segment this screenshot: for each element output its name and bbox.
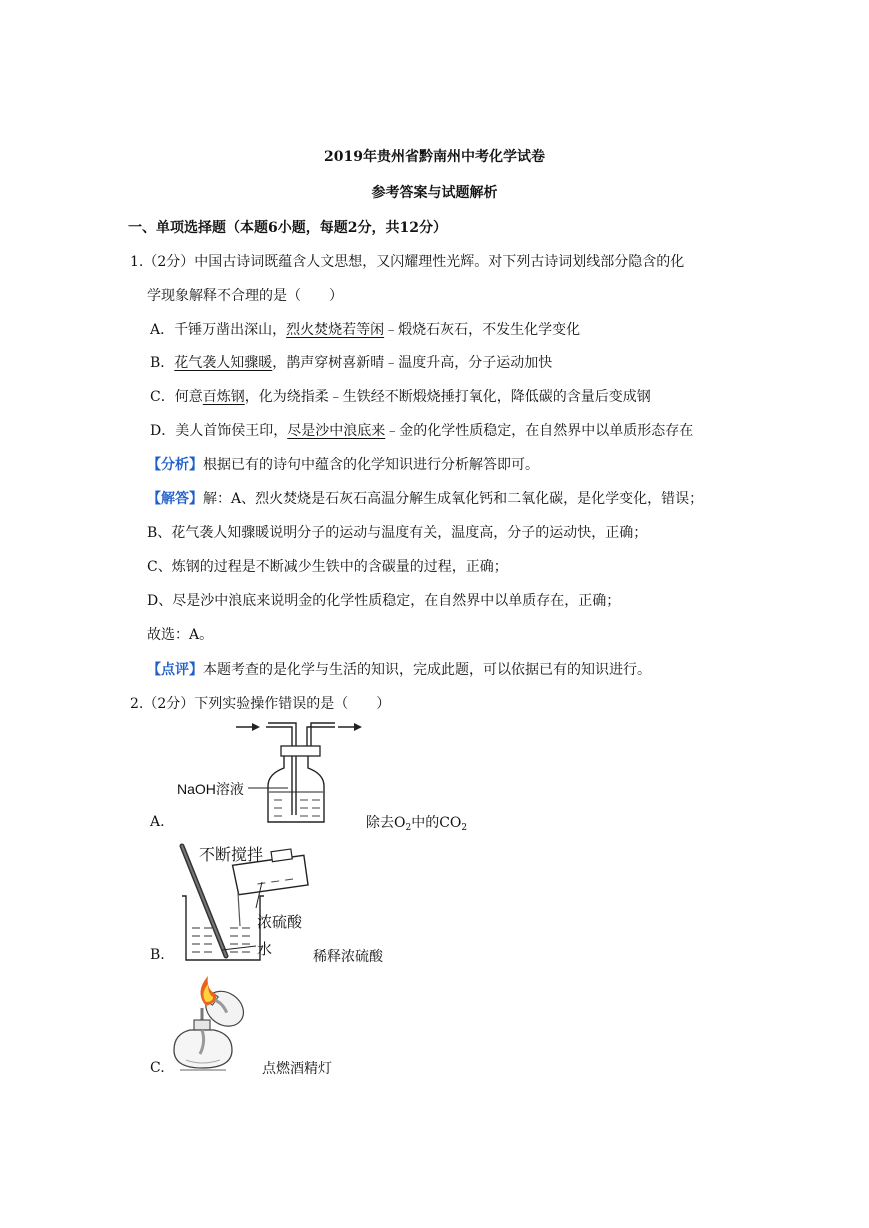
- q1-stem-line2: 学现象解释不合理的是（ ）: [147, 288, 343, 304]
- q1-option-d-pre: D．美人首饰侯王印，: [150, 423, 288, 439]
- q1-option-c-underlined: 百炼钢: [202, 389, 245, 405]
- q1-option-c: [150, 386, 651, 406]
- q1-analysis-text: 根据已有的诗句中蕴含的化学知识进行分析解答即可。: [203, 457, 539, 473]
- q1-option-b-underlined: 花气袭人知骤暖: [174, 355, 273, 371]
- document-title: 2019年贵州省黔南州中考化学试卷: [324, 149, 545, 165]
- q1-option-a: [150, 319, 580, 339]
- alcohol-lamp-figure: [172, 972, 264, 1076]
- q1-option-d: [150, 420, 693, 440]
- q2-option-c-text: 点燃酒精灯: [262, 1061, 332, 1077]
- q1-option-b-pre: B．: [150, 355, 175, 371]
- q1-comment-text: 本题考查的是化学与生活的知识，完成此题，可以依据已有的知识进行。: [203, 662, 651, 678]
- q1-analysis: [147, 454, 539, 474]
- comment-tag: 【点评】: [147, 662, 203, 678]
- water-label: 水: [257, 941, 273, 958]
- q2-option-a-text-pre: 除去O: [366, 815, 406, 831]
- q2-option-a-text: [366, 812, 467, 833]
- q1-option-a-pre: A．千锤万凿出深山，: [150, 322, 287, 338]
- q1-option-a-underlined: 烈火焚烧若等闲: [286, 322, 385, 338]
- naoh-solution-label: NaOH溶液: [177, 781, 244, 797]
- q1-option-a-post: ﹣煅烧石灰石，不发生化学变化: [384, 322, 581, 338]
- q2-option-a-text-sub2: 2: [461, 823, 468, 833]
- q2-option-a-text-mid: 中的CO: [411, 815, 462, 831]
- q2-option-a-text-sub1: 2: [405, 823, 412, 833]
- q2-option-b-text: 稀释浓硫酸: [313, 949, 383, 965]
- q2-stem: 2.（2分）下列实验操作错误的是（ ）: [130, 696, 391, 712]
- q1-comment: [147, 659, 651, 679]
- q1-solution-text: 解：A、烈火焚烧是石灰石高温分解生成氧化钙和二氧化碳，是化学变化，错误；: [203, 491, 704, 507]
- q1-solution: [147, 488, 703, 508]
- q1-solution-d: D、尽是沙中浪底来说明金的化学性质稳定，在自然界中以单质存在，正确；: [147, 593, 621, 609]
- q1-option-b: [150, 352, 552, 372]
- q1-option-d-post: ﹣金的化学性质稳定，在自然界中以单质形态存在: [385, 423, 694, 439]
- section-heading: 一、单项选择题（本题6小题，每题2分，共12分）: [128, 220, 447, 236]
- q1-solution-c: C、炼钢的过程是不断减少生铁中的含碳量的过程，正确；: [147, 559, 508, 575]
- concentrated-acid-label: 浓硫酸: [257, 914, 303, 931]
- q1-option-c-post: ，化为绕指柔﹣生铁经不断煅烧捶打氧化，降低碳的含量后变成钢: [244, 389, 651, 405]
- q1-solution-b: B、花气袭人知骤暖说明分子的运动与温度有关，温度高，分子的运动快，正确；: [147, 525, 648, 541]
- q1-option-d-underlined: 尽是沙中浪底来: [287, 423, 386, 439]
- stir-constantly-label: 不断搅拌: [199, 847, 264, 864]
- q1-choice: 故选：A。: [147, 627, 214, 643]
- q1-option-b-post: ，鹊声穿树喜新晴﹣温度升高，分子运动加快: [272, 355, 553, 371]
- q2-option-b-label: B.: [150, 947, 165, 963]
- solution-tag: 【解答】: [147, 491, 203, 507]
- q1-stem-line1: 1.（2分）中国古诗词既蕴含人文思想，又闪耀理性光辉。对下列古诗词划线部分隐含的化: [130, 254, 685, 270]
- gas-washing-bottle-figure: [170, 718, 370, 828]
- analysis-tag: 【分析】: [147, 457, 203, 473]
- document-subtitle: 参考答案与试题解析: [371, 185, 498, 201]
- q1-option-c-pre: C．何意: [150, 389, 203, 405]
- q2-option-c-label: C.: [150, 1060, 165, 1076]
- q2-option-a-label: A.: [150, 814, 165, 830]
